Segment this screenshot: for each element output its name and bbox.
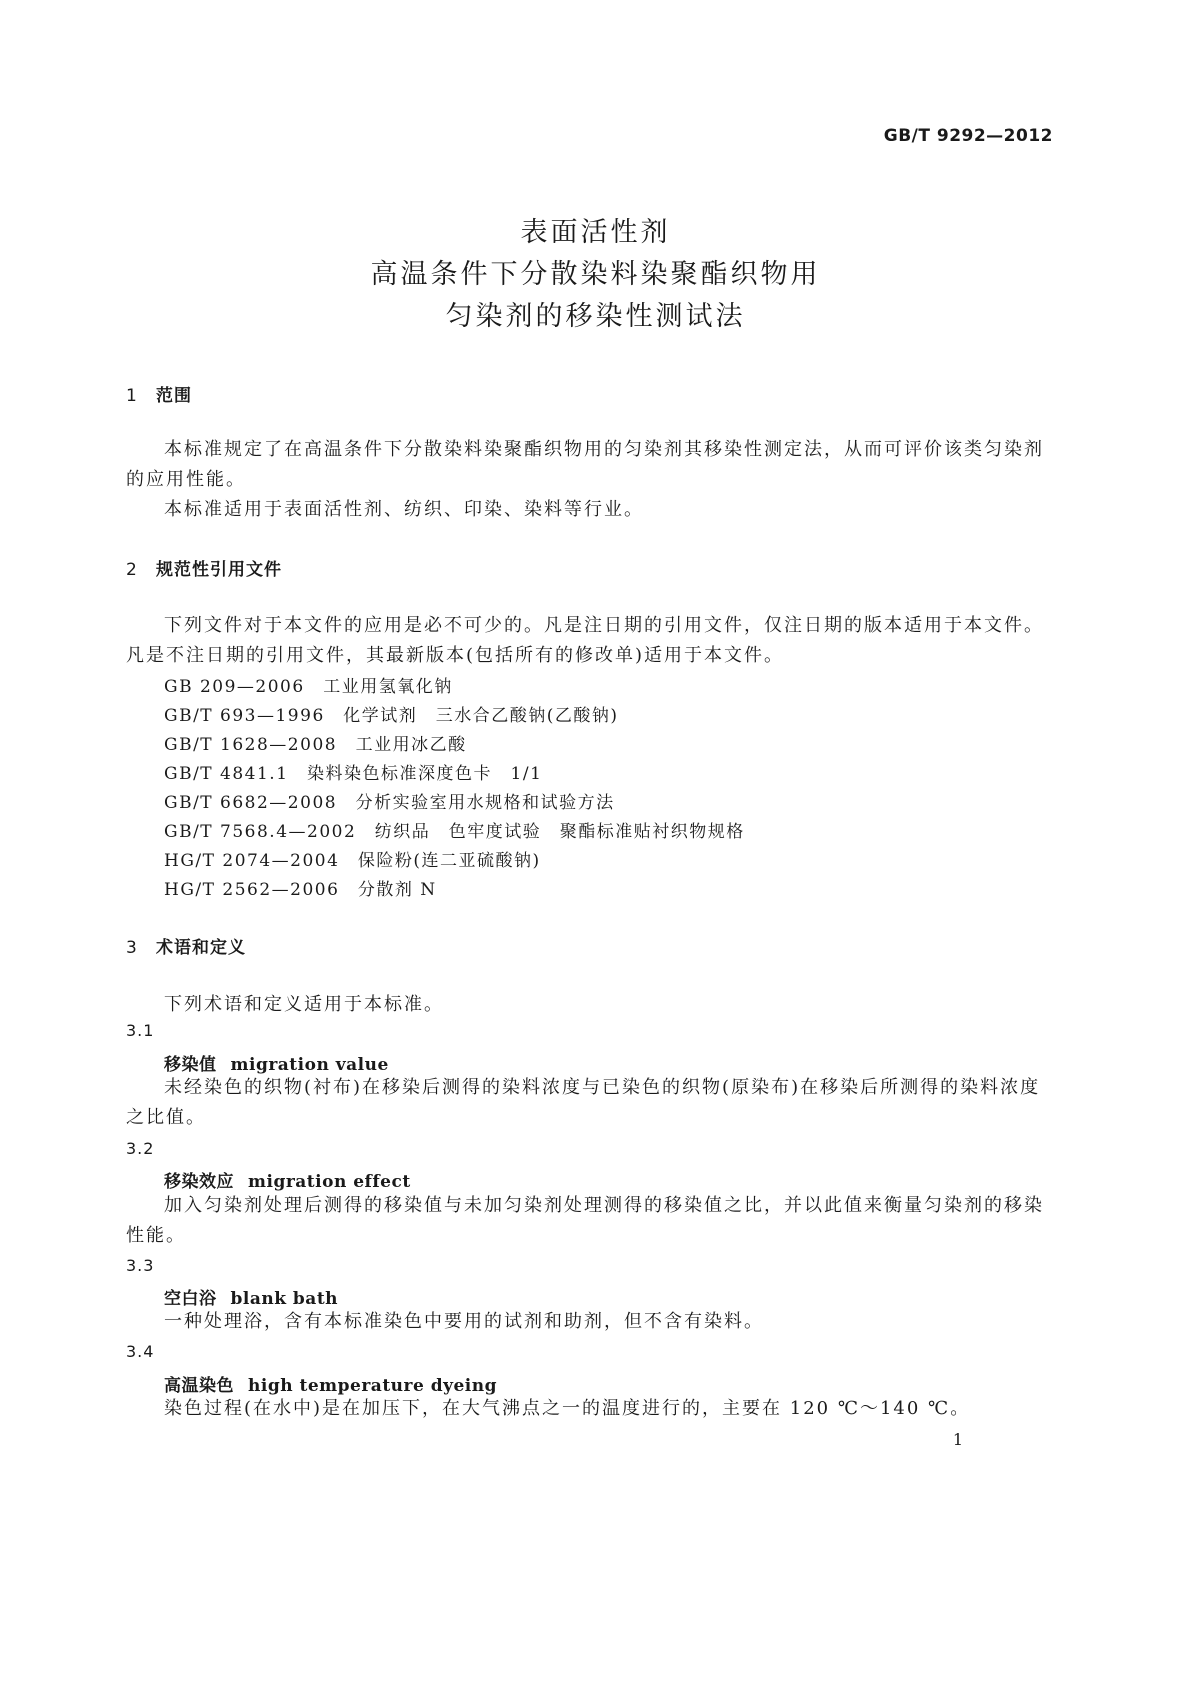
- term-chinese: 空白浴: [164, 1289, 217, 1309]
- term-english: blank bath: [230, 1289, 339, 1309]
- term-english: migration value: [230, 1055, 389, 1075]
- section-1-heading: [126, 381, 192, 406]
- section-title: 规范性引用文件: [156, 560, 282, 580]
- reference-item: GB/T 1628—2008 工业用冰乙酸: [164, 735, 467, 755]
- section-number: 3: [126, 938, 138, 958]
- term-chinese: 移染值: [164, 1055, 217, 1075]
- reference-item: GB 209—2006 工业用氢氧化钠: [164, 677, 453, 697]
- term-number: 3.4: [126, 1342, 155, 1361]
- page-number: 1: [952, 1430, 963, 1449]
- term-definition: 加入匀染剂处理后测得的移染值与未加匀染剂处理测得的移染值之比，并以此值来衡量匀染剂的移染性能。: [126, 1195, 1044, 1246]
- term-number: 3.3: [126, 1256, 155, 1275]
- document-title: [0, 212, 1191, 338]
- section-3-intro: 下列术语和定义适用于本标准。: [164, 994, 444, 1015]
- term-english: high temperature dyeing: [248, 1376, 498, 1396]
- section-1-paragraph-2: 本标准适用于表面活性剂、纺织、印染、染料等行业。: [164, 499, 644, 520]
- term-title: [164, 1050, 389, 1075]
- term-definition: 染色过程(在水中)是在加压下，在大气沸点之一的温度进行的，主要在 120 ℃～140 ℃。: [164, 1398, 971, 1419]
- reference-item: GB/T 7568.4—2002 纺织品 色牢度试验 聚酯标准贴衬织物规格: [164, 822, 745, 842]
- section-number: 2: [126, 560, 138, 580]
- section-2-intro: 下列文件对于本文件的应用是必不可少的。凡是注日期的引用文件，仅注日期的版本适用于本文件。凡是不注日期的引用文件，其最新版本(包括所有的修改单)适用于本文件。: [126, 615, 1044, 666]
- section-1-paragraph-1: 本标准规定了在高温条件下分散染料染聚酯织物用的匀染剂其移染性测定法，从而可评价该类匀染剂的应用性能。: [126, 439, 1044, 490]
- title-line-2: 高温条件下分散染料染聚酯织物用: [370, 259, 821, 290]
- term-number: 3.2: [126, 1139, 155, 1158]
- term-english: migration effect: [248, 1172, 411, 1192]
- reference-item: GB/T 693—1996 化学试剂 三水合乙酸钠(乙酸钠): [164, 706, 619, 726]
- section-2-heading: [126, 555, 282, 580]
- term-number: 3.1: [126, 1021, 155, 1040]
- term-title: [164, 1284, 338, 1309]
- title-line-1: 表面活性剂: [520, 217, 671, 248]
- title-line-3: 匀染剂的移染性测试法: [445, 301, 746, 332]
- section-number: 1: [126, 386, 138, 406]
- reference-item: HG/T 2074—2004 保险粉(连二亚硫酸钠): [164, 851, 541, 871]
- term-chinese: 高温染色: [164, 1376, 234, 1396]
- standard-code: GB/T 9292—2012: [883, 126, 1053, 146]
- reference-item: GB/T 6682—2008 分析实验室用水规格和试验方法: [164, 793, 615, 813]
- section-3-heading: [126, 933, 246, 958]
- term-definition: 一种处理浴，含有本标准染色中要用的试剂和助剂，但不含有染料。: [164, 1311, 764, 1332]
- term-definition: 未经染色的织物(衬布)在移染后测得的染料浓度与已染色的织物(原染布)在移染后所测得的染料浓度之比值。: [126, 1077, 1041, 1128]
- term-title: [164, 1167, 411, 1192]
- section-title: 范围: [156, 386, 192, 406]
- section-title: 术语和定义: [156, 938, 246, 958]
- term-title: [164, 1371, 497, 1396]
- reference-item: GB/T 4841.1 染料染色标准深度色卡 1/1: [164, 764, 543, 784]
- term-chinese: 移染效应: [164, 1172, 234, 1192]
- reference-item: HG/T 2562—2006 分散剂 N: [164, 880, 437, 900]
